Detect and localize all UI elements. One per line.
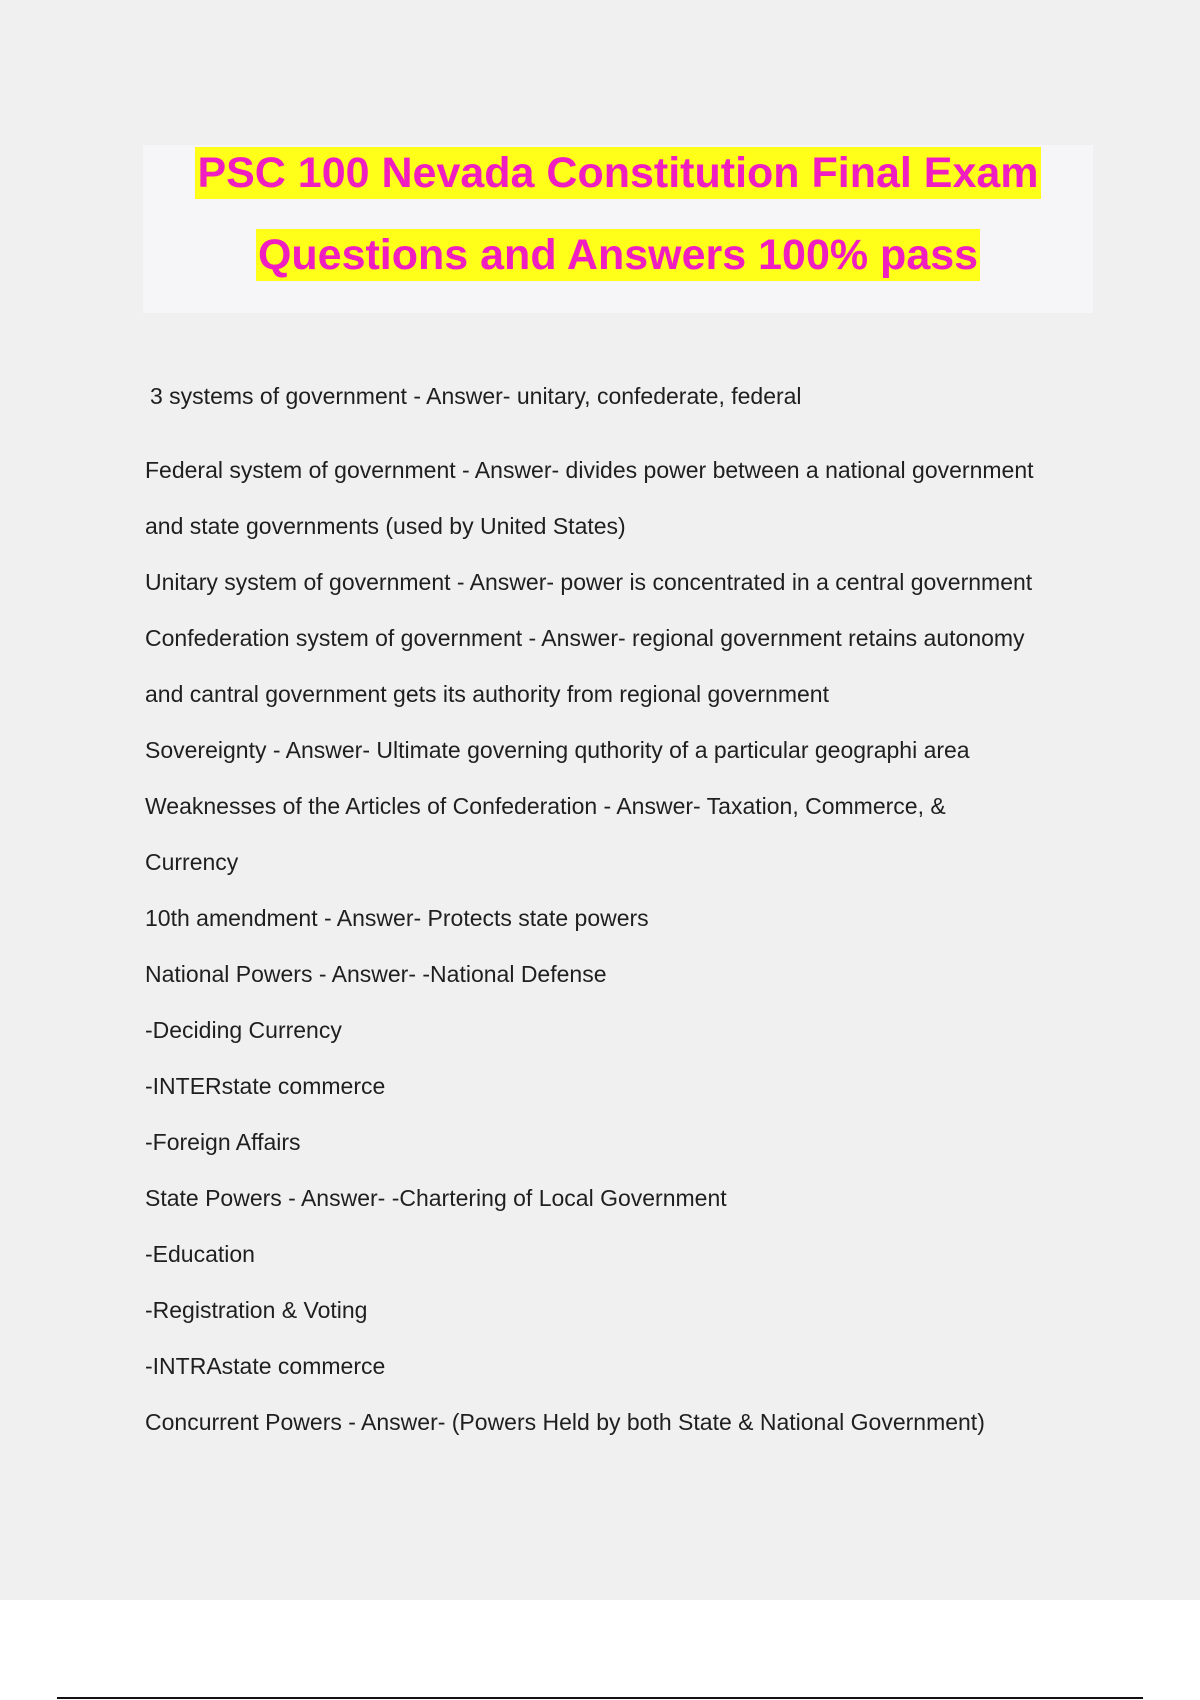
text-line: State Powers - Answer- -Chartering of Local Government <box>145 1185 727 1211</box>
text-line: Unitary system of government - Answer- power is concentrated in a central government <box>145 569 1033 595</box>
text-line: -INTERstate commerce <box>145 1073 386 1099</box>
text-line: and state governments (used by United States) <box>145 513 626 539</box>
text-line: -Registration & Voting <box>145 1297 368 1323</box>
text-line: -Foreign Affairs <box>145 1129 301 1155</box>
title-line-2 <box>143 230 1093 280</box>
title-block <box>143 145 1093 313</box>
document-body <box>145 368 1105 1450</box>
text-line: Sovereignty - Answer- Ultimate governing quthority of a particular geographi area <box>145 737 970 763</box>
text-line: 3 systems of government - Answer- unitary, confederate, federal <box>150 383 802 409</box>
text-line: Federal system of government - Answer- divides power between a national government <box>145 457 1034 483</box>
text-line: -Education <box>145 1241 255 1267</box>
title-line-2-text: Questions and Answers 100% pass <box>257 231 979 279</box>
text-line: Currency <box>145 849 239 875</box>
text-line: Concurrent Powers - Answer- (Powers Held by both State & National Government) <box>145 1409 985 1435</box>
text-line: -INTRAstate commerce <box>145 1353 386 1379</box>
title-line-1 <box>143 148 1093 198</box>
text-line: and cantral government gets its authority from regional government <box>145 681 829 707</box>
text-line: 10th amendment - Answer- Protects state powers <box>145 905 649 931</box>
footer-divider <box>57 1697 1143 1699</box>
text-line: National Powers - Answer- -National Defense <box>145 961 607 987</box>
text-line: Confederation system of government - Answer- regional government retains autonomy <box>145 625 1025 651</box>
title-line-1-text: PSC 100 Nevada Constitution Final Exam <box>197 149 1039 197</box>
text-line: -Deciding Currency <box>145 1017 342 1043</box>
text-line: Weaknesses of the Articles of Confederation - Answer- Taxation, Commerce, & <box>145 793 946 819</box>
